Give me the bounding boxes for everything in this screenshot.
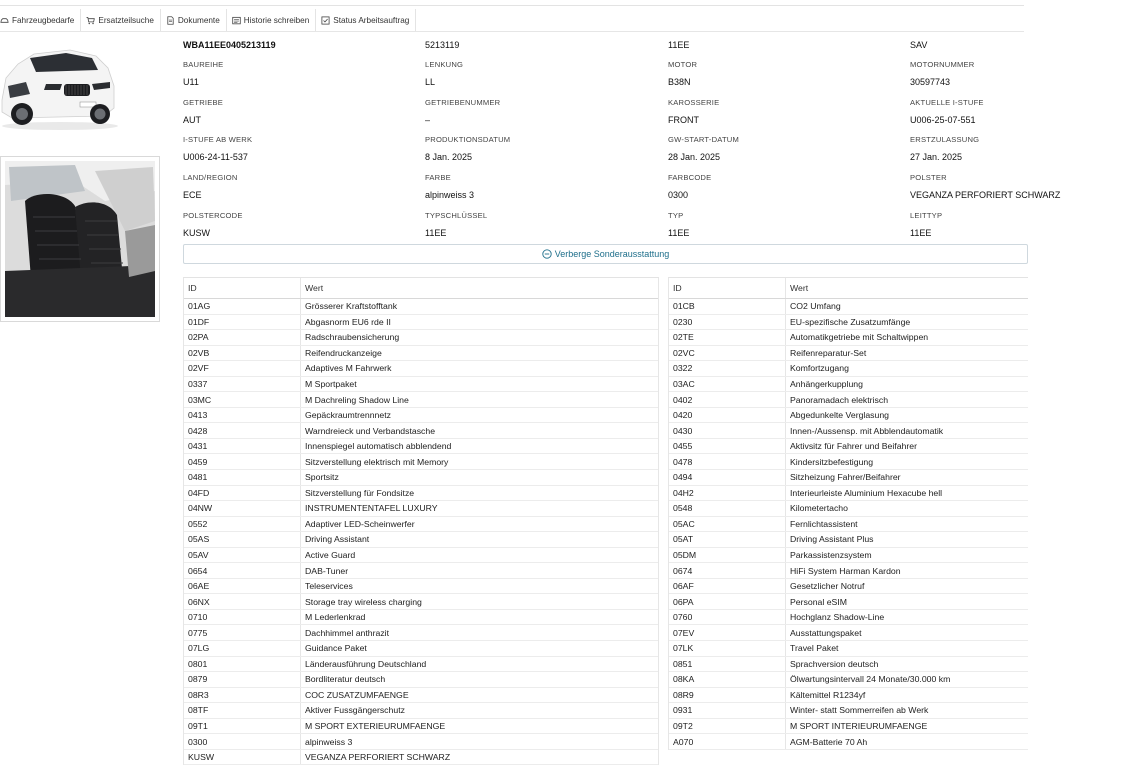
table-row — [669, 703, 1028, 719]
option-id: 01DF — [184, 315, 301, 330]
option-id: 0851 — [669, 657, 786, 672]
option-id: 07EV — [669, 625, 786, 640]
property-value: ECE — [183, 190, 202, 201]
minus-circle-icon — [542, 249, 552, 259]
option-id: 04H2 — [669, 486, 786, 501]
option-value: Innen-/Aussensp. mit Abblendautomatik — [790, 425, 944, 436]
table-row — [669, 719, 1028, 735]
option-value: Interieurleiste Aluminium Hexacube hell — [790, 487, 943, 498]
option-id: 02VC — [669, 346, 786, 361]
option-id: 08KA — [669, 672, 786, 687]
property-motornummer — [910, 59, 1145, 87]
short-vin-value: 5213119 — [425, 40, 460, 50]
table-row — [669, 361, 1028, 377]
special-equipment-table-left — [183, 277, 659, 765]
option-value: Sprachversion deutsch — [790, 658, 879, 669]
option-value: M SPORT EXTERIEURUMFAENGE — [305, 721, 446, 732]
table-row — [184, 703, 658, 719]
option-value: Gesetzlicher Notruf — [790, 581, 865, 592]
property-label: LAND/REGION — [183, 173, 238, 183]
option-value: Sitzheizung Fahrer/Beifahrer — [790, 472, 901, 483]
option-id: 04NW — [184, 501, 301, 516]
option-value: HiFi System Harman Kardon — [790, 565, 901, 576]
property-value: – — [425, 114, 431, 125]
option-id: 0552 — [184, 517, 301, 532]
table-row — [184, 625, 658, 641]
short-vin-cell — [425, 39, 660, 50]
vin-cell — [183, 39, 418, 50]
vin-value: WBA11EE0405213119 — [183, 40, 276, 50]
option-value: Kältemittel R1234yf — [790, 689, 866, 700]
option-value: Kilometertacho — [790, 503, 848, 514]
option-id: 0494 — [669, 470, 786, 485]
table-row — [669, 330, 1028, 346]
property-value: alpinweiss 3 — [425, 190, 475, 201]
property-gw-start-datum — [668, 134, 903, 162]
option-id: KUSW — [184, 750, 301, 765]
property-label: MOTORNUMMER — [910, 60, 975, 69]
tab-label: Status Arbeitsauftrag — [333, 15, 410, 25]
option-id: 02PA — [184, 330, 301, 345]
table-row — [669, 346, 1028, 362]
table-row — [669, 408, 1028, 424]
option-id: 05DM — [669, 548, 786, 563]
table-row — [184, 548, 658, 564]
property-label: FARBCODE — [668, 173, 712, 183]
property-value: FRONT — [668, 114, 699, 125]
table-row — [669, 641, 1028, 657]
option-id: 01CB — [669, 299, 786, 314]
option-value: Aktiver Fussgängerschutz — [305, 705, 405, 716]
table-row — [184, 688, 658, 704]
property-label: ERSTZULASSUNG — [910, 135, 980, 145]
property-label: GETRIEBENUMMER — [425, 97, 501, 107]
table-row — [184, 579, 658, 595]
option-id: 06NX — [184, 594, 301, 609]
option-id: 0413 — [184, 408, 301, 423]
option-value: Anhängerkupplung — [790, 379, 863, 389]
property-value: 11EE — [910, 227, 932, 238]
property-value: U006-25-07-551 — [910, 114, 976, 125]
cart-icon — [86, 16, 95, 25]
option-id: 08R9 — [669, 688, 786, 703]
option-value: Personal eSIM — [790, 596, 847, 607]
table-row — [669, 563, 1028, 579]
table-row — [184, 315, 658, 331]
table-row — [184, 594, 658, 610]
property-value: 27 Jan. 2025 — [910, 152, 963, 163]
option-id: 0337 — [184, 377, 301, 392]
table-row — [184, 454, 658, 470]
table-row — [184, 470, 658, 486]
tab-label: Historie schreiben — [243, 15, 310, 25]
property-row — [183, 59, 1033, 97]
option-value: Fernlichtassistent — [790, 518, 858, 529]
option-value: Driving Assistant — [305, 534, 370, 545]
option-value: Sitzverstellung elektrisch mit Memory — [305, 456, 449, 467]
option-id: 09T1 — [184, 719, 301, 734]
property-i-stufe-ab-werk — [183, 134, 418, 162]
table-row — [669, 688, 1028, 704]
table-row — [184, 563, 658, 579]
table-row — [184, 734, 658, 750]
option-value: Ölwartungsintervall 24 Monate/30.000 km — [790, 674, 951, 685]
option-id: 0230 — [669, 315, 786, 330]
option-value: Aktivsitz für Fahrer und Beifahrer — [790, 441, 917, 452]
property-farbe — [425, 172, 660, 200]
option-id: 02VB — [184, 346, 301, 361]
table-row — [669, 594, 1028, 610]
option-id: 0879 — [184, 672, 301, 687]
table-header — [184, 278, 658, 299]
property-value: 0300 — [668, 190, 689, 201]
tab-label: Fahrzeugbedarfe — [12, 15, 75, 25]
table-row — [184, 719, 658, 735]
option-value: alpinweiss 3 — [305, 736, 353, 747]
property-label: BAUREIHE — [183, 60, 224, 69]
property-label: POLSTER — [910, 173, 947, 183]
option-value: Dachhimmel anthrazit — [305, 627, 390, 638]
option-value: Warndreieck und Verbandstasche — [305, 425, 436, 436]
option-id: 06AF — [669, 579, 786, 594]
property-value: 28 Jan. 2025 — [668, 152, 721, 163]
option-id: 05AT — [669, 532, 786, 547]
table-row — [669, 579, 1028, 595]
property-row — [183, 172, 1061, 210]
option-id: 08R3 — [184, 688, 301, 703]
table-row — [669, 486, 1028, 502]
option-id: 0674 — [669, 563, 786, 578]
option-value: Adaptives M Fahrwerk — [305, 363, 392, 374]
property-typ — [668, 210, 903, 238]
property-polster — [910, 172, 1145, 200]
property-label: TYPSCHLÜSSEL — [425, 210, 488, 220]
option-value: Panoramadach elektrisch — [790, 394, 889, 405]
property-label: LENKUNG — [425, 60, 464, 69]
option-value: CO2 Umfang — [790, 301, 841, 312]
property-row — [183, 134, 1033, 172]
table-row — [184, 657, 658, 673]
property-baureihe — [183, 59, 418, 87]
option-id: 0548 — [669, 501, 786, 516]
top-divider — [0, 5, 1024, 6]
option-id: 01AG — [184, 299, 301, 314]
property-polstercode — [183, 210, 418, 238]
option-id: 08TF — [184, 703, 301, 718]
property-value: 11EE — [425, 227, 447, 238]
type-code-value: 11EE — [668, 40, 690, 50]
table-row — [669, 439, 1028, 455]
property-value: 8 Jan. 2025 — [425, 152, 473, 163]
option-id: A070 — [669, 734, 786, 749]
option-value: Parkassistenzsystem — [790, 550, 872, 561]
property-label: LEITTYP — [910, 210, 943, 220]
table-row — [669, 672, 1028, 688]
property-label: GETRIEBE — [183, 97, 223, 107]
option-id: 09T2 — [669, 719, 786, 734]
checklist-icon — [321, 16, 330, 25]
option-id: 02VF — [184, 361, 301, 376]
body-type-cell — [910, 39, 1145, 50]
option-id: 04FD — [184, 486, 301, 501]
vehicle-header-row — [183, 39, 1033, 59]
table-row — [669, 734, 1028, 750]
property-row — [183, 210, 1033, 248]
table-row — [184, 299, 658, 315]
table-row — [184, 423, 658, 439]
table-row — [184, 750, 658, 766]
history-icon — [232, 16, 241, 25]
option-value: AGM-Batterie 70 Ah — [790, 736, 868, 747]
table-row — [669, 657, 1028, 673]
property-label: TYP — [668, 210, 684, 220]
option-value: Gepäckraumtrennnetz — [305, 410, 391, 421]
option-value: Teleservices — [305, 581, 353, 592]
option-id: 0710 — [184, 610, 301, 625]
option-value: Grösserer Kraftstofftank — [305, 301, 398, 312]
table-row — [184, 330, 658, 346]
table-row — [669, 423, 1028, 439]
option-id: 0428 — [184, 423, 301, 438]
option-value: EU-spezifische Zusatzumfänge — [790, 316, 911, 327]
property-getriebe — [183, 97, 418, 125]
option-value: INSTRUMENTENTAFEL LUXURY — [305, 503, 438, 514]
option-id: 0775 — [184, 625, 301, 640]
tab-label: Ersatzteilsuche — [98, 15, 154, 25]
tab-historie-schreiben[interactable] — [227, 9, 317, 31]
property-value: U11 — [183, 77, 199, 87]
option-id: 0420 — [669, 408, 786, 423]
table-row — [184, 439, 658, 455]
option-value: Adaptiver LED-Scheinwerfer — [305, 518, 415, 529]
table-row — [669, 377, 1028, 393]
column-header-id: ID — [184, 278, 301, 298]
table-row — [669, 548, 1028, 564]
table-row — [184, 346, 658, 362]
option-value: Abgedunkelte Verglasung — [790, 410, 890, 421]
property-erstzulassung — [910, 134, 1145, 162]
option-value: Abgasnorm EU6 rde II — [305, 316, 391, 327]
special-equipment-table-right — [668, 277, 1028, 750]
option-id: 02TE — [669, 330, 786, 345]
option-id: 0322 — [669, 361, 786, 376]
option-id: 0478 — [669, 454, 786, 469]
property-value: 30597743 — [910, 77, 951, 87]
table-row — [669, 532, 1028, 548]
table-row — [669, 392, 1028, 408]
table-row — [184, 610, 658, 626]
property-row — [183, 97, 1033, 135]
option-value: Länderausführung Deutschland — [305, 658, 427, 669]
option-value: M Lederlenkrad — [305, 612, 366, 623]
table-row — [669, 470, 1028, 486]
property-value: U006-24-11-537 — [183, 152, 248, 163]
property-label: POLSTERCODE — [183, 210, 243, 220]
property-value: LL — [425, 77, 436, 87]
table-row — [184, 408, 658, 424]
table-row — [669, 625, 1028, 641]
vehicle-interior-image — [0, 156, 160, 322]
option-id: 0402 — [669, 392, 786, 407]
option-value: M Dachreling Shadow Line — [305, 394, 409, 405]
option-value: Ausstattungspaket — [790, 627, 862, 638]
option-value: Storage tray wireless charging — [305, 596, 422, 607]
vehicle-exterior-image — [0, 42, 120, 132]
option-id: 05AC — [669, 517, 786, 532]
body-type-value: SAV — [910, 40, 928, 50]
property-label: MOTOR — [668, 60, 698, 69]
property-farbcode — [668, 172, 903, 200]
option-value: Reifenreparatur-Set — [790, 347, 867, 358]
option-id: 0455 — [669, 439, 786, 454]
table-row — [184, 532, 658, 548]
table-row — [184, 672, 658, 688]
option-value: Innenspiegel automatisch abblendend — [305, 441, 452, 452]
option-value: Sitzverstellung für Fondsitze — [305, 487, 415, 498]
option-value: Winter- statt Sommerreifen ab Werk — [790, 705, 929, 716]
property-value: AUT — [183, 114, 201, 125]
option-id: 0801 — [184, 657, 301, 672]
option-id: 0760 — [669, 610, 786, 625]
option-id: 05AS — [184, 532, 301, 547]
option-value: VEGANZA PERFORIERT SCHWARZ — [305, 752, 451, 763]
table-row — [669, 610, 1028, 626]
table-row — [184, 641, 658, 657]
property-value: VEGANZA PERFORIERT SCHWARZ — [910, 190, 1061, 201]
table-row — [669, 299, 1028, 315]
toggle-label: Verberge Sonderausstattung — [554, 249, 670, 259]
property-value: KUSW — [183, 227, 210, 238]
option-value: Komfortzugang — [790, 363, 849, 374]
column-header-id: ID — [669, 278, 786, 298]
property-aktuelle-i-stufe — [910, 97, 1145, 125]
table-row — [669, 501, 1028, 517]
option-value: Guidance Paket — [305, 643, 367, 654]
option-value: M Sportpaket — [305, 379, 357, 389]
tab-status-arbeitsauftrag[interactable] — [316, 9, 416, 31]
table-row — [669, 517, 1028, 533]
property-label: FARBE — [425, 173, 451, 183]
option-id: 0300 — [184, 734, 301, 749]
property-label: I-STUFE AB WERK — [183, 135, 253, 145]
option-value: Automatikgetriebe mit Schaltwippen — [790, 332, 929, 343]
option-value: Active Guard — [305, 550, 356, 561]
tab-bar — [0, 9, 416, 31]
option-id: 0459 — [184, 454, 301, 469]
table-row — [184, 501, 658, 517]
car-icon — [0, 16, 9, 25]
property-land-region — [183, 172, 418, 200]
option-value: Kindersitzbefestigung — [790, 456, 874, 467]
option-id: 0481 — [184, 470, 301, 485]
property-label: AKTUELLE I-STUFE — [910, 97, 984, 107]
tab-ersatzteilsuche[interactable] — [81, 9, 161, 31]
tab-dokumente[interactable] — [161, 9, 227, 31]
property-label: KAROSSERIE — [668, 97, 720, 107]
table-header — [669, 278, 1028, 299]
property-typschluessel — [425, 210, 660, 238]
property-leittyp — [910, 210, 1145, 238]
option-value: Hochglanz Shadow-Line — [790, 612, 885, 623]
table-row — [184, 517, 658, 533]
table-row — [184, 377, 658, 393]
property-value: B38N — [668, 77, 691, 87]
table-row — [184, 392, 658, 408]
property-lenkung — [425, 59, 660, 87]
option-value: Bordliteratur deutsch — [305, 674, 386, 685]
option-value: Travel Paket — [790, 643, 839, 654]
tab-fahrzeugbedarfe[interactable] — [0, 9, 81, 31]
option-id: 07LK — [669, 641, 786, 656]
property-karosserie — [668, 97, 903, 125]
property-label: PRODUKTIONSDATUM — [425, 135, 511, 145]
tab-bar-divider — [0, 31, 1024, 32]
property-getriebenummer — [425, 97, 660, 125]
type-code-cell — [668, 39, 903, 50]
option-value: COC ZUSATZUMFAENGE — [305, 689, 409, 700]
option-id: 07LG — [184, 641, 301, 656]
option-id: 03MC — [184, 392, 301, 407]
document-icon — [166, 16, 175, 25]
hide-special-equipment-button[interactable] — [183, 244, 1028, 264]
option-value: Driving Assistant Plus — [790, 534, 874, 545]
option-id: 0654 — [184, 563, 301, 578]
column-header-value: Wert — [305, 283, 324, 293]
option-value: Sportsitz — [305, 472, 339, 483]
property-motor — [668, 59, 903, 87]
option-value: M SPORT INTERIEURUMFAENGE — [790, 721, 928, 732]
option-id: 05AV — [184, 548, 301, 563]
option-value: DAB-Tuner — [305, 565, 349, 576]
tab-label: Dokumente — [177, 15, 220, 25]
option-id: 0431 — [184, 439, 301, 454]
column-header-value: Wert — [790, 283, 809, 293]
vehicle-properties — [183, 39, 1061, 247]
property-value: 11EE — [668, 227, 690, 238]
table-row — [184, 486, 658, 502]
option-value: Reifendruckanzeige — [305, 347, 382, 358]
option-id: 0430 — [669, 423, 786, 438]
table-row — [669, 315, 1028, 331]
option-id: 0931 — [669, 703, 786, 718]
option-id: 03AC — [669, 377, 786, 392]
property-produktionsdatum — [425, 134, 660, 162]
table-row — [184, 361, 658, 377]
option-id: 06PA — [669, 594, 786, 609]
table-row — [669, 454, 1028, 470]
option-value: Radschraubensicherung — [305, 332, 400, 343]
option-id: 06AE — [184, 579, 301, 594]
property-label: GW-START-DATUM — [668, 135, 739, 145]
